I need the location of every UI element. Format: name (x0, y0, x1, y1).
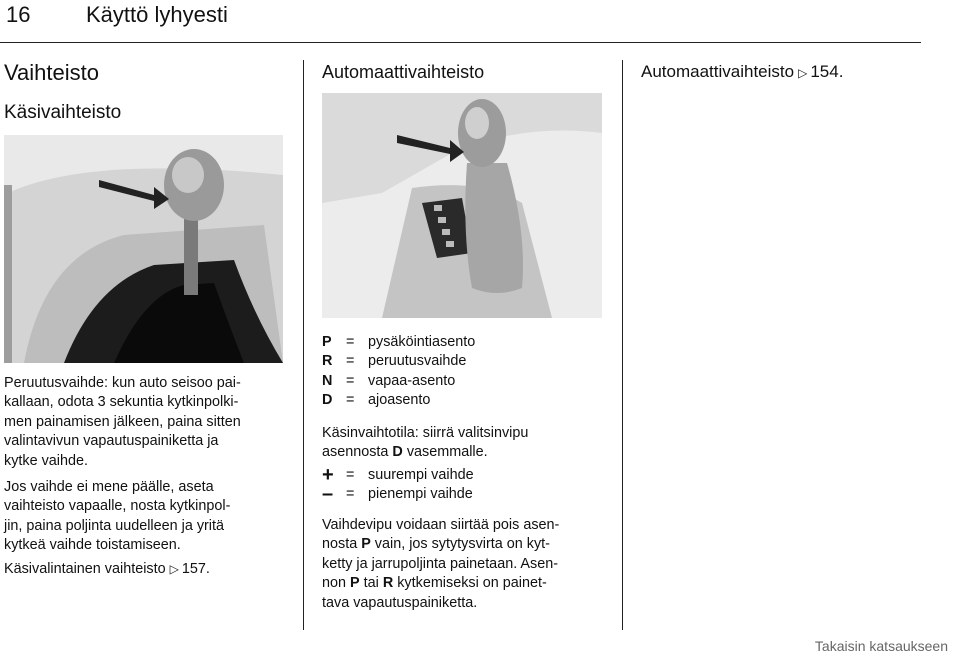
legend-key: R (322, 353, 333, 370)
page-number: 16 (6, 2, 31, 27)
legend-equals: = (346, 392, 355, 409)
text-line: asennosta D vasemmalle. (322, 444, 488, 461)
legend-row (322, 466, 612, 485)
plus-minus-legend (322, 466, 612, 505)
column-divider (622, 60, 623, 630)
legend-text: pienempi vaihde (368, 486, 473, 503)
legend-equals: = (346, 353, 355, 370)
automatic-transmission-title: Automaattivaihteisto (322, 62, 485, 82)
legend-text: vapaa-asento (368, 372, 456, 389)
legend-key: P (322, 334, 332, 350)
legend-equals: = (346, 467, 355, 483)
text-line: Käsinvaihtotila: siirrä valitsinvipu (322, 425, 529, 441)
text-line: kallaan, odota 3 sekuntia kytkinpolki- (4, 394, 239, 411)
text-line: kytke vaihde. (4, 452, 88, 469)
automatic-transmission-reference-link[interactable] (641, 62, 843, 82)
legend-key: N (322, 372, 333, 389)
legend-equals: = (346, 372, 355, 389)
legend-row (322, 372, 612, 391)
section-title: Vaihteisto (4, 60, 99, 85)
manual-mode-paragraph (322, 424, 612, 463)
plus-icon: + (322, 464, 334, 486)
page-reference-arrow-icon: ▷ (169, 562, 179, 576)
legend-text: suurempi vaihde (368, 467, 474, 483)
header-divider (0, 42, 921, 43)
text-line: Jos vaihde ei mene päälle, aseta (4, 479, 214, 495)
reverse-gear-paragraph (4, 374, 294, 471)
column-divider (303, 60, 304, 630)
text-line: nosta P vain, jos sytytysvirta on kyt- (322, 536, 550, 553)
legend-row (322, 391, 612, 410)
text-line: ketty ja jarrupoljinta painetaan. Asen- (322, 555, 558, 572)
legend-row (322, 352, 612, 371)
legend-row (322, 333, 612, 352)
text-line: Peruutusvaihde: kun auto seisoo pai- (4, 375, 241, 391)
text-line: kytkeä vaihde toistamiseen. (4, 537, 181, 554)
gear-not-engaging-paragraph (4, 478, 294, 556)
reference-text: Automaattivaihteisto (641, 62, 795, 81)
text-line: non P tai R kytkemiseksi on painet- (322, 575, 547, 592)
back-to-overview-link[interactable]: Takaisin katsaukseen (814, 638, 948, 654)
legend-equals: = (346, 334, 355, 350)
legend-text: pysäköintiasento (368, 334, 476, 350)
legend-equals: = (346, 486, 355, 503)
reference-page: 157. (181, 561, 210, 577)
text-line: vaihteisto vapaalle, nosta kytkinpol- (4, 498, 231, 515)
selector-note-paragraph (322, 516, 617, 613)
text-line: valintavivun vapautuspainiketta ja (4, 433, 219, 450)
minus-icon: – (322, 483, 334, 506)
subsection-title: Käsivaihteisto (4, 102, 122, 123)
legend-row (322, 485, 612, 504)
reference-page: 154. (810, 62, 844, 81)
gear-position-legend (322, 333, 612, 411)
text-line: tava vapautuspainiketta. (322, 594, 478, 611)
page-reference-arrow-icon: ▷ (798, 66, 808, 80)
text-line: Vaihdevipu voidaan siirtää pois asen- (322, 517, 560, 533)
manual-transmission-reference-link[interactable] (4, 560, 210, 579)
legend-text: ajoasento (368, 392, 431, 409)
legend-key: D (322, 392, 333, 409)
text-line: jin, paina poljinta uudelleen ja yritä (4, 517, 225, 534)
reference-text: Käsivalintainen vaihteisto (4, 561, 166, 577)
legend-text: peruutusvaihde (368, 353, 467, 370)
text-line: men painamisen jälkeen, paina sitten (4, 413, 241, 430)
manual-gear-lever-image (4, 135, 283, 363)
automatic-selector-lever-image (322, 93, 602, 318)
chapter-title: Käyttö lyhyesti (86, 2, 228, 27)
